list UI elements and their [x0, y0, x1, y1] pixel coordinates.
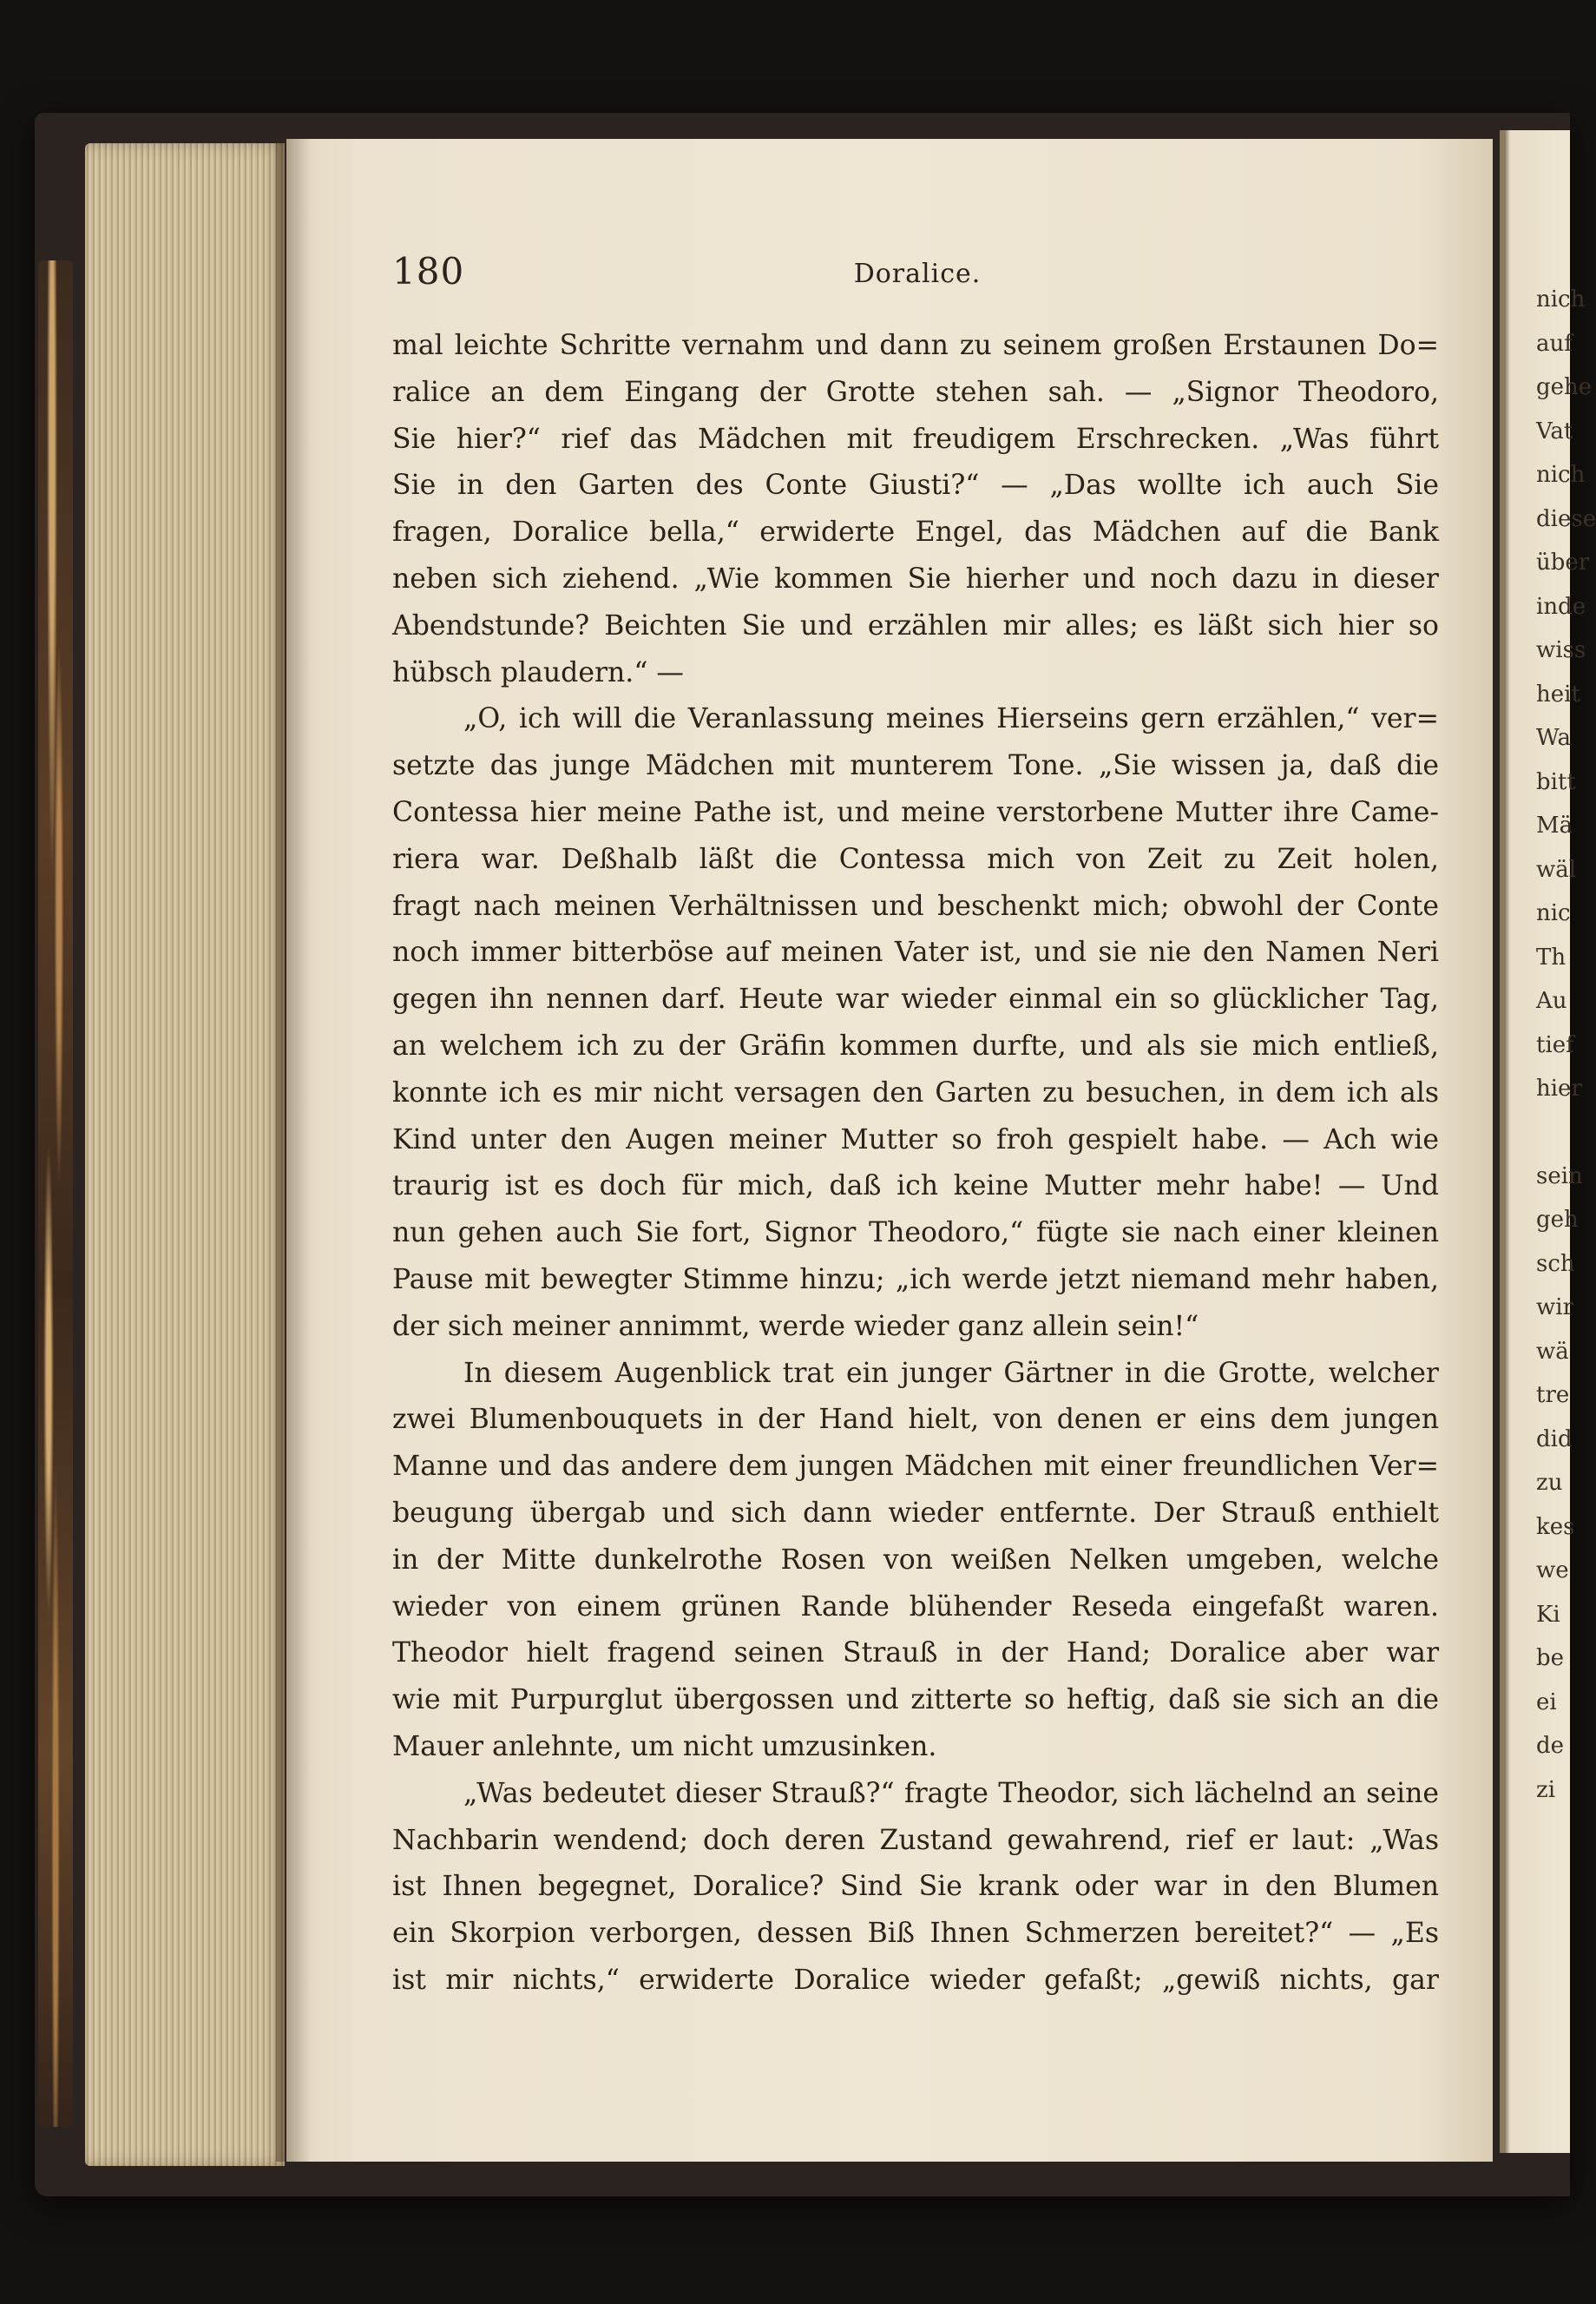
text-line: neben sich ziehend. „Wie kommen Sie hierher und noch dazu in dieser — [392, 563, 1439, 595]
text-line: „O, ich will die Veranlassung meines Hierseins gern erzählen,“ ver= — [463, 703, 1439, 735]
text-line: an welchem ich zu der Gräfin kommen durfte, und als sie mich entließ, — [392, 1030, 1439, 1062]
facing-page-fragment: wäl — [1536, 856, 1577, 883]
facing-page-fragment: gehe — [1536, 374, 1593, 400]
facing-page-fragment: Au — [1536, 988, 1567, 1014]
facing-page-fragment: zu — [1536, 1470, 1563, 1496]
facing-page-fragment: auf — [1536, 330, 1573, 357]
facing-page-fragment: heit — [1536, 681, 1580, 708]
text-line: konnte ich es mir nicht versagen den Garten zu besuchen, in dem ich als — [392, 1076, 1439, 1109]
text-line: Sie hier?“ rief das Mädchen mit freudigem Erschrecken. „Was führt — [392, 423, 1439, 455]
facing-page-fragment: sch — [1536, 1250, 1575, 1277]
text-line: in der Mitte dunkelrothe Rosen von weißen Nelken umgeben, welche — [392, 1544, 1439, 1576]
text-line: Kind unter den Augen meiner Mutter so froh gespielt habe. — Ach wie — [392, 1123, 1439, 1155]
facing-page-fragment: wiss — [1536, 637, 1586, 663]
facing-page-fragment: nic — [1536, 900, 1571, 926]
facing-page-fragment: diese — [1536, 505, 1596, 532]
facing-page-fragment: de — [1536, 1733, 1565, 1759]
text-line: zwei Blumenbouquets in der Hand hielt, von denen er eins dem jungen — [392, 1404, 1439, 1436]
body-text — [392, 323, 1439, 2004]
text-line: noch immer bitterböse auf meinen Vater ist, und sie nie den Namen Neri — [392, 937, 1439, 969]
facing-page-fragment: über — [1536, 550, 1590, 576]
facing-page-fragment: nich — [1536, 462, 1586, 488]
facing-page-fragment: we — [1536, 1557, 1569, 1583]
facing-page-text — [1536, 278, 1596, 1812]
facing-page-fragment: zi — [1536, 1776, 1556, 1803]
facing-page-fragment: tief — [1536, 1031, 1574, 1058]
facing-page-fragment: Vat — [1536, 418, 1573, 444]
text-line: Pause mit bewegter Stimme hinzu; „ich werde jetzt niemand mehr haben, — [392, 1263, 1439, 1295]
text-line: Nachbarin wendend; doch deren Zustand gewahrend, rief er laut: „Was — [392, 1824, 1439, 1856]
text-line: der sich meiner annimmt, werde wieder ganz allein sein!“ — [392, 1310, 1199, 1342]
text-line: fragen, Doralice bella,“ erwiderte Engel, das Mädchen auf die Bank — [392, 517, 1439, 549]
gutter-shadow — [276, 139, 311, 2162]
text-line: setzte das junge Mädchen mit munterem Tone. „Sie wissen ja, daß die — [392, 750, 1439, 782]
facing-page-fragment: did — [1536, 1425, 1573, 1452]
facing-page-fragment: sein — [1536, 1162, 1583, 1189]
text-line: In diesem Augenblick trat ein junger Gärtner in die Grotte, welcher — [463, 1357, 1439, 1389]
text-line: traurig ist es doch für mich, daß ich keine Mutter mehr habe! — Und — [392, 1170, 1439, 1202]
text-line: Contessa hier meine Pathe ist, und meine verstorbene Mutter ihre Came- — [392, 796, 1439, 828]
text-line: riera war. Deßhalb läßt die Contessa mich von Zeit zu Zeit holen, — [392, 843, 1439, 875]
text-line: ist mir nichts,“ erwiderte Doralice wieder gefaßt; „gewiß nichts, gar — [392, 1964, 1439, 1996]
facing-page-fragment: bitt — [1536, 768, 1576, 795]
text-line: ralice an dem Eingang der Grotte stehen sah. — „Signor Theodoro, — [392, 376, 1439, 408]
text-line: wie mit Purpurglut übergossen und zitterte so heftig, daß sie sich an die — [392, 1684, 1439, 1716]
text-line: Theodor hielt fragend seinen Strauß in der Hand; Doralice aber war — [392, 1637, 1439, 1669]
page-number: 180 — [392, 250, 465, 293]
facing-page-sliver — [1500, 130, 1596, 2153]
facing-page-fragment: inde — [1536, 593, 1586, 620]
facing-page-fragment: kes — [1536, 1513, 1575, 1540]
text-line: Abendstunde? Beichten Sie und erzählen mir alles; es läßt sich hier so — [392, 609, 1439, 642]
text-line: Sie in den Garten des Conte Giusti?“ — „Das wollte ich auch Sie — [392, 470, 1439, 502]
text-line: wieder von einem grünen Rande blühender Reseda eingefaßt waren. — [392, 1590, 1439, 1623]
text-line: hübsch plaudern.“ — — [392, 656, 684, 688]
facing-page-fragment: ei — [1536, 1689, 1557, 1715]
facing-page-fragment: nich — [1536, 286, 1586, 313]
facing-page-fragment: Wa — [1536, 725, 1571, 751]
facing-page-fragment: Th — [1536, 944, 1566, 971]
facing-page-fragment: Mä — [1536, 813, 1573, 839]
facing-page-fragment: tre — [1536, 1382, 1570, 1408]
text-line: Manne und das andere dem jungen Mädchen mit einer freundlichen Ver= — [392, 1451, 1439, 1483]
facing-page-fragment: geh — [1536, 1207, 1579, 1233]
text-line: Mauer anlehnte, um nicht umzusinken. — [392, 1730, 937, 1762]
page-header — [392, 250, 1442, 302]
text-line: „Was bedeutet dieser Strauß?“ fragte Theodor, sich lächelnd an seine — [463, 1777, 1439, 1809]
facing-page-fragment: wir — [1536, 1294, 1573, 1320]
text-line: nun gehen auch Sie fort, Signor Theodoro,“ fügte sie nach einer kleinen — [392, 1217, 1439, 1249]
facing-page-fragment: hier — [1536, 1076, 1582, 1102]
text-line: ein Skorpion verborgen, dessen Biß Ihnen Schmerzen bereitet?“ — „Es — [392, 1918, 1439, 1950]
text-line: mal leichte Schritte vernahm und dann zu seinem großen Erstaunen Do= — [392, 330, 1439, 361]
running-head: Doralice. — [853, 259, 982, 289]
text-line: ist Ihnen begegnet, Doralice? Sind Sie krank oder war in den Blumen — [392, 1871, 1439, 1903]
marbled-cover-edge — [38, 260, 73, 2127]
facing-page-fragment: Ki — [1536, 1601, 1560, 1628]
page-edges — [85, 143, 285, 2166]
text-line: beugung übergab und sich dann wieder entfernte. Der Strauß enthielt — [392, 1497, 1439, 1529]
text-line: fragt nach meinen Verhältnissen und beschenkt mich; obwohl der Conte — [392, 890, 1439, 922]
facing-page-fragment: wä — [1536, 1338, 1569, 1365]
text-line: gegen ihn nennen darf. Heute war wieder einmal ein so glücklicher Tag, — [392, 984, 1439, 1016]
facing-page-fragment: be — [1536, 1645, 1565, 1671]
